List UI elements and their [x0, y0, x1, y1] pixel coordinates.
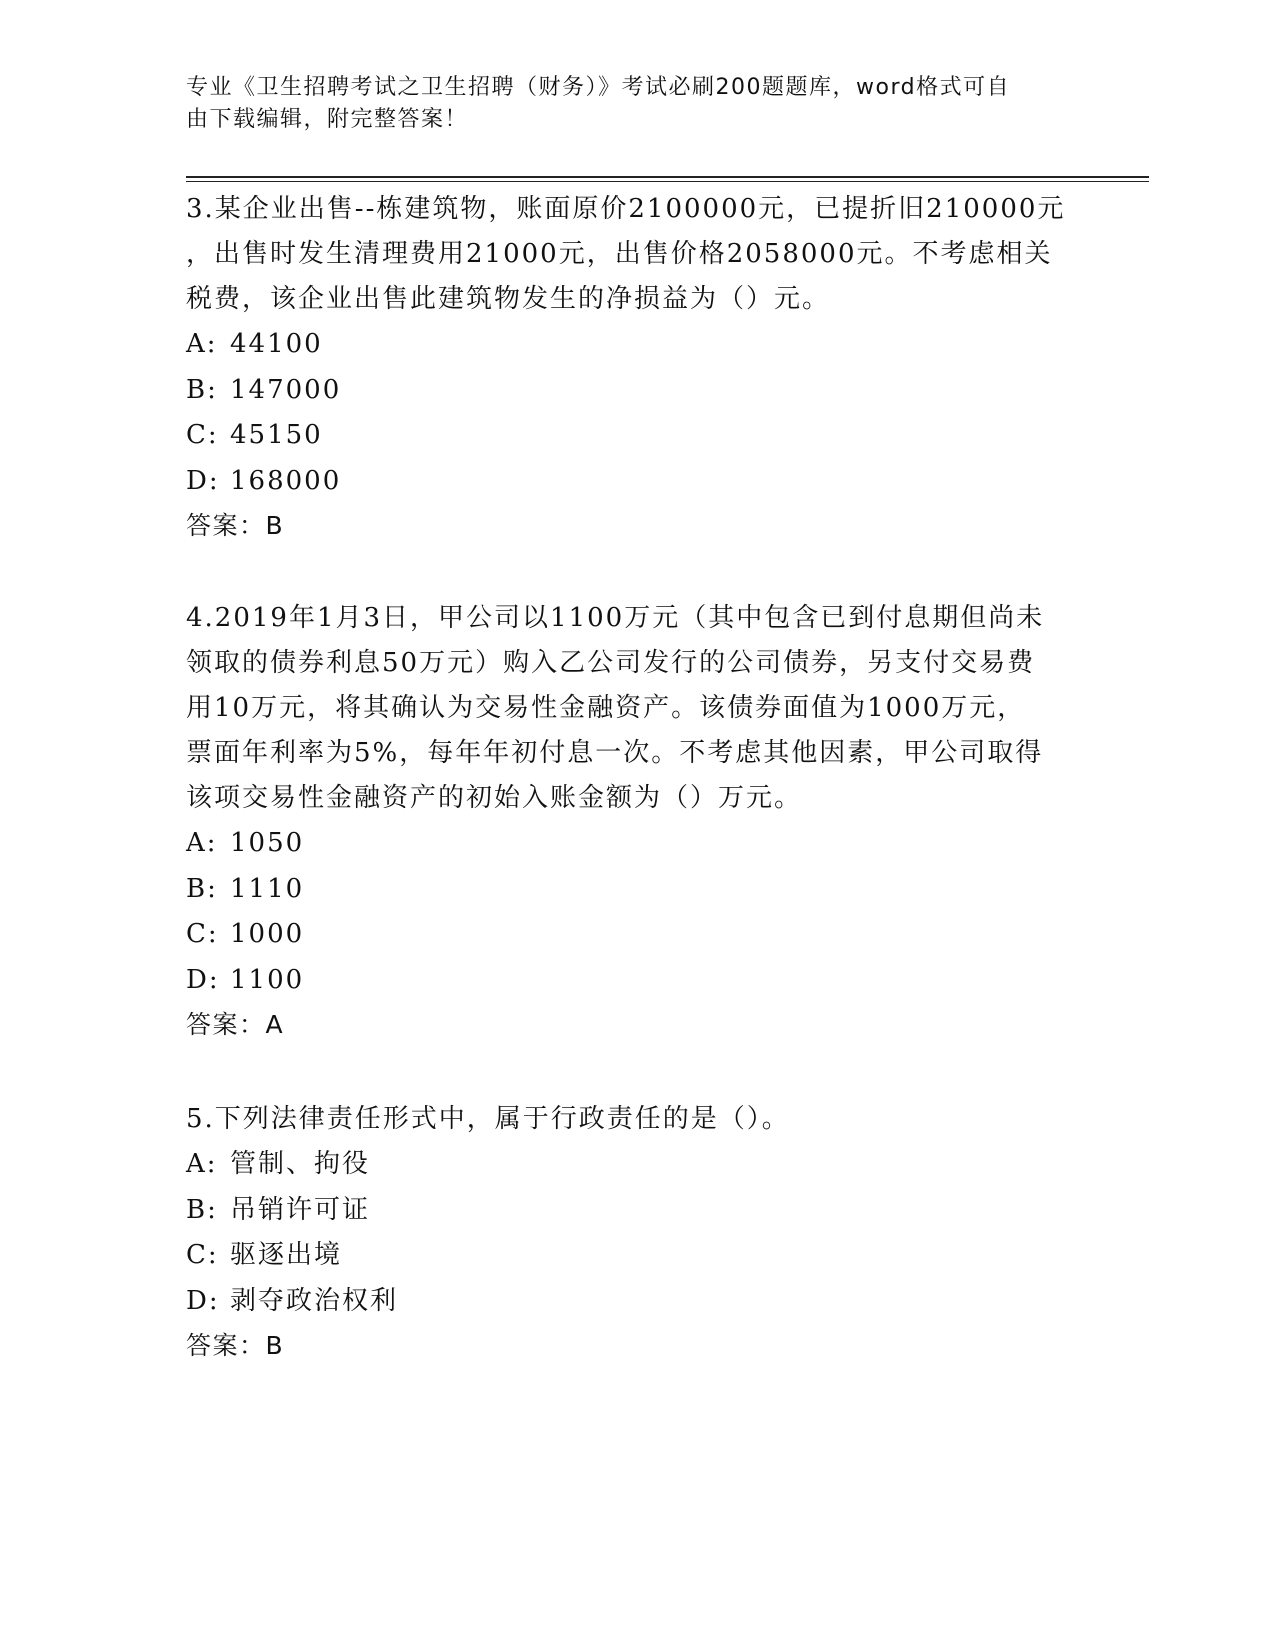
option-text: 45150: [230, 420, 323, 450]
stem-line: 税费，该企业出售此建筑物发生的净损益为（）元。: [186, 284, 831, 314]
option-c: [186, 912, 1086, 958]
question-4: [186, 596, 1086, 1047]
option-a: [186, 322, 1086, 368]
stem-line: 3.某企业出售--栋建筑物，账面原价2100000元，已提折旧210000元: [186, 194, 1066, 224]
option-text: 1100: [230, 964, 305, 995]
option-text: 吊销许可证: [230, 1194, 371, 1225]
option-text: 44100: [230, 329, 323, 359]
option-key: A:: [186, 1149, 218, 1179]
option-text: 147000: [230, 374, 342, 405]
option-d: [186, 1279, 1086, 1325]
header-divider-thin: [186, 181, 1149, 182]
document-header: [186, 72, 1066, 136]
stem-line: 5.下列法律责任形式中，属于行政责任的是（）。: [186, 1104, 790, 1134]
stem-line: 领取的债券利息50万元）购入乙公司发行的公司债券，另支付交易费: [186, 648, 1036, 678]
option-text: 剥夺政治权利: [230, 1285, 399, 1316]
option-key: C:: [186, 919, 219, 949]
stem-line: 该项交易性金融资产的初始入账金额为（）万元。: [186, 783, 803, 813]
question-stem: [186, 187, 1086, 322]
option-text: 1110: [230, 873, 305, 904]
option-b: [186, 368, 1086, 414]
option-text: 1050: [230, 828, 305, 858]
question-5: [186, 1097, 1086, 1368]
answer-line: 答案：B: [186, 511, 285, 540]
option-key: B:: [186, 873, 218, 904]
stem-line: 4.2019年1月3日，甲公司以1100万元（其中包含已到付息期但尚未: [186, 603, 1045, 633]
question-3: [186, 187, 1086, 548]
question-stem: [186, 596, 1086, 821]
header-line-2: 由下载编辑，附完整答案！: [186, 107, 469, 132]
option-key: D:: [186, 964, 220, 995]
option-b: [186, 867, 1086, 913]
option-b: [186, 1188, 1086, 1234]
option-a: [186, 821, 1086, 867]
answer-line: 答案：B: [186, 1331, 285, 1360]
stem-line: ，出售时发生清理费用21000元，出售价格2058000元。不考虑相关: [186, 239, 1053, 269]
option-key: B:: [186, 1194, 218, 1225]
option-text: 1000: [230, 919, 305, 949]
option-key: A:: [186, 329, 218, 359]
option-key: B:: [186, 374, 218, 405]
option-text: 驱逐出境: [230, 1240, 343, 1270]
option-d: [186, 958, 1086, 1004]
answer-line: 答案：A: [186, 1010, 285, 1039]
question-stem: [186, 1097, 1086, 1142]
option-key: A:: [186, 828, 218, 858]
option-a: [186, 1142, 1086, 1188]
header-divider-thick: [186, 176, 1149, 178]
option-key: C:: [186, 420, 219, 450]
stem-line: 用10万元，将其确认为交易性金融资产。该债券面值为1000万元，: [186, 693, 1026, 723]
option-key: C:: [186, 1240, 219, 1270]
option-key: D:: [186, 1285, 220, 1316]
option-key: D:: [186, 465, 220, 496]
stem-line: 票面年利率为5%，每年年初付息一次。不考虑其他因素，甲公司取得: [186, 738, 1044, 768]
option-c: [186, 413, 1086, 459]
option-text: 管制、拘役: [230, 1149, 371, 1179]
option-text: 168000: [230, 465, 342, 496]
option-d: [186, 459, 1086, 505]
header-line-1: 专业《卫生招聘考试之卫生招聘（财务）》考试必刷200题题库，word格式可自: [186, 75, 1011, 100]
option-c: [186, 1233, 1086, 1279]
